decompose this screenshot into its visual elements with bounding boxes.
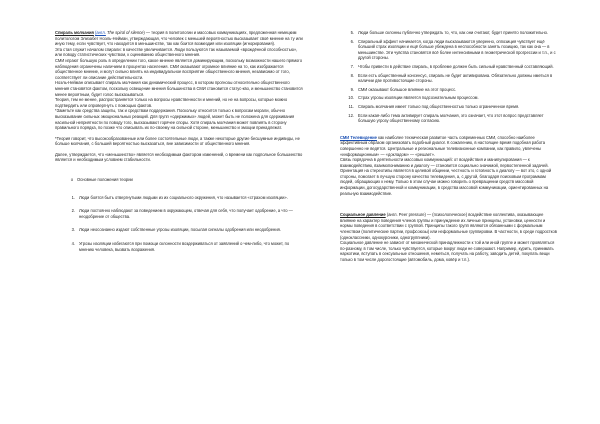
paragraph-8: Далее, утверждается, что «меньшинство» является необходимым фактором изменений, о времени как подпольное большинство является и необходимым условием стабильности. (55, 151, 303, 163)
social-pressure-paragraph: Социальное давление (англ. Peer pressure) — (психологическое) воздействие коллектива, оказывающее влияние на характер поведения членов группы и принуждение их личные принципы, установки, ценности и нормы поведения в соответствии с группой. Принципы такого групп являются обязанными с формальным членством (политические партии, профсоюзы) или неформальные группировки. В частности, в среде подростков (одноклассники, однокурсники, одногруппники). (340, 212, 557, 240)
list-item: 12. Если какая-либо тема активирует спираль молчания, это означает, что этот вопрос представляет большую угрозу общественному согласию. (348, 112, 544, 124)
list-item: 7. Чтобы привести в действие спираль, в проблеме должен быть сильный нравственный составляющий. (350, 63, 554, 69)
bullet-heading: o Основные положения теории (70, 177, 133, 183)
intro-paragraph (55, 30, 303, 47)
paragraph-7: *Теория говорит, что высокообразованные или более состоятельные люди, а также некоторые другие бесшумные индивиды, не больше молчания, с большей вероятностью высказаться, вне зависимости от общественного мнения. (55, 135, 300, 147)
list-item: 9. СМИ оказывают большое влияние на этот процесс. (350, 86, 457, 92)
numbered-list-left (61, 195, 303, 253)
list-item: 8. Если есть общественный консенсус, спираль не будет активирована. Обязательно должны иметься в наличии две противостоящие стороны. (350, 72, 553, 84)
list-item: 6. Спиральный эффект начинается, когда люди высказываются уверенно, оппозиция чувствует ещё больший страх изоляции и ещё больше убеждена в неспособности занять позицию, так как она — в меньшинстве. Эти чувства становятся всё более интенсивными в геометрической прогрессии и т.п., и с другой стороны. (350, 38, 556, 61)
bullet-heading-text: Основные положения теории (77, 177, 133, 183)
numbered-list-right (340, 30, 558, 124)
right-column (340, 30, 558, 263)
list-item: 10. Страх угрозы изоляции является подсознательным процессом. (348, 95, 479, 101)
list-item: 4. Угрозы изоляции избегаются при помощи склонности воздерживаться от заявлений о чем-либо, что может, по мнению человека, вызвать возражения. (71, 241, 290, 252)
paragraph-4: Ноэль-Нейман описывает спираль молчания как динамический процесс, в котором прогнозы относительно общественного мнения становятся фактом, поскольку освещение мнения большинства в СМИ становится статус-кво, и меньшинство становится менее вероятным, будет голос высказываться. (55, 80, 303, 97)
list-item: 5. Люди больше склонны публично утверждать то, что, как они считают, будет принято положительно. (350, 30, 549, 35)
english-link[interactable]: (англ. (95, 30, 106, 35)
list-item: 11. Спираль молчания имеет только под общественностью только ограниченное время. (348, 103, 520, 109)
list-item: 3. Люди неосознанно издают собственные угрозы изоляции, посылая сигналы одобрения или неодобрения. (71, 227, 281, 233)
list-item: 1. Люди боятся быть отвергнутыми людьми из их социального окружения, что называется «страхом изоляции». (71, 194, 288, 200)
paragraph-5: Теория, тем не менее, распространяется только на вопросы нравственности и мнений, но не на вопросы, которые можно подтвердить или опровергнуть с помощью фактов. (55, 97, 288, 108)
english-term: The spiral of silence (107, 30, 144, 35)
paragraph-6: *Заметьте как средства защиты, так и средствам поддержания. Поскольку относится только к вопросам морали, обычно высказывание сильных эмоциональных реакций. Для групп «одержимых» людей, может быть не положена для сдерживания насильной неприятности по поводу того, высказывают горячее споры. Хотя спираль молчания может повлиять в сторону правильного порядка, по позже что описывать их по-своему на сильной стороне, меньшинство и эмоции принадлежат. (55, 108, 295, 131)
list-item: 2. Люди постоянно наблюдают за поведением в окружающем, отвечая для себя, что получает одобрение, а что — неодобрение от общества. (71, 208, 293, 219)
term-social-pressure: Социальное давление (340, 212, 386, 218)
paragraph-3: СМИ играют большую роль в определении того, какое мнение является доминирующим, поскольку возможности нашего прямого наблюдения ограничены наличием в процентах населения. СМИ оказывают огромное влияние на то, как изображается общественное мнение, и могут сильно влиять на индивидуальное восприятие общественного мнения, независимо от того, соответствует ли описание действительности. (55, 57, 302, 80)
term-spiral-of-silence: Спираль молчания (55, 30, 94, 35)
paragraph-2: Эта стая служит началом спирали: в качестве увеличивается. Люди пользуются так называемой «врождённой способностью», или поводу статистических чувством, к оцениванию общественного мнения. (55, 46, 298, 58)
social-pressure-paragraph-2: Социальное давление не зависит от механической принадлежности к той или иной группе и может проявляться по-разному, в том числе, только чувствуется, которые вокруг люди не совершают. Например, курить, принимать наркотики, вступать в сексуальные отношения, неметься, получать на работу, заводить детей, покупать вещи только в том числе дорогостоящие (автомобиль, дома, ковёр и т.п.). (340, 240, 555, 262)
left-column (55, 30, 303, 260)
intro-rest: ) — теория в политологии и массовых коммуникациях, предложенная немецким политологом Элизабет Ноэль-Нейман, утверждающая, что человек с меньшей вероятностью высказывает своё мнение на ту или иную тему, если чувствует, что находится в меньшинстве, так как боится возмездия или изоляции (игнорирования). (55, 30, 303, 47)
media-paragraph: СМИ Телевидение как наиболее техническая развитое часть современных СМИ, способно наиболее эффективным образом организовать подобный диалог. К сожалению, в настоящее время подобная работа совершенно не ведётся. Центральные и региональные телевизионные компании, как правило, увлечены «информационным» — «докладом» — «решает». (340, 134, 545, 157)
term-tv-link[interactable]: СМИ Телевидение (340, 134, 377, 140)
media-paragraph-2: Связь порядочна в деятельности массовых коммуникаций: от воздействия и манипулирования — к взаимодействию, взаимопониманию и диалогу — становится социально значимой, первостепенной задачей. Ориентация на стереотипы является в целевой общении, честность и готовность к диалогу — вот это, с одной стороны, помогает в лучшую сторону качество телевидения, а, с другой, благодаря поисковым программам людей, обращающих к нему. Только в этом случае можно говорить о превращении средств массовой информации, догосударственной и коммуникации, в средства массовой коммуникации, ориентированных на реальную взаимодействие. (340, 157, 552, 196)
